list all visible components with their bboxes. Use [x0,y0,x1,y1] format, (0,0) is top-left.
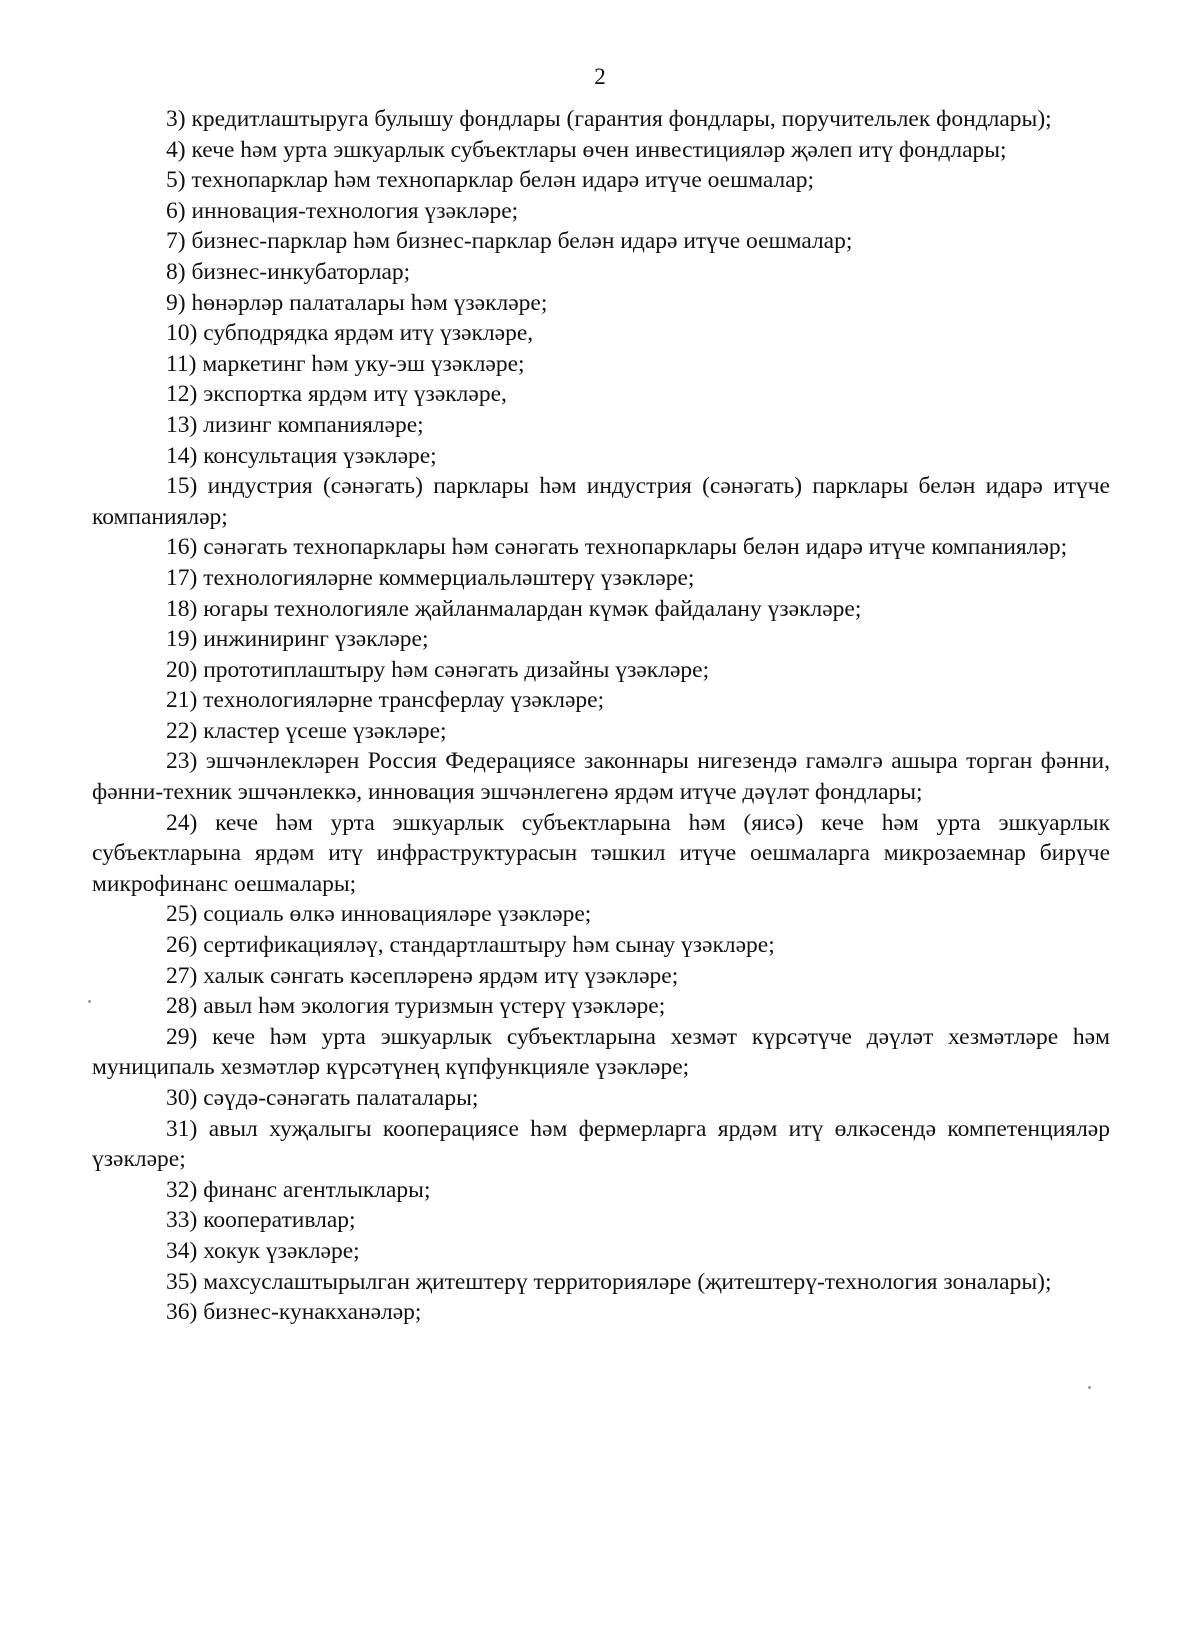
page-number: 2 [594,64,606,89]
list-item: 3) кредитлаштыруга булышу фондлары (гарантия фондлары, поручительлек фондлары); [166,106,1052,132]
list-item: 5) технопарклар һәм технопарклар белән идарә итүче оешмалар; [166,167,814,194]
list-item: 36) бизнес-кунакханәләр; [166,1299,422,1326]
list-item: 11) маркетинг һәм уку-эш үзәкләре; [166,350,525,377]
list-item: 17) технологияләрне коммерциальләштерү үзәкләре; [166,564,695,591]
list-item: 15) индустрия (сәнәгать) парклары һәм индустрия (сәнәгать) парклары белән идарә итүче компанияләр; [92,473,1110,530]
list-item: 14) консультация үзәкләре; [166,442,437,469]
document-body [92,104,1110,1328]
list-item: 19) инжиниринг үзәкләре; [166,626,429,653]
list-item: 30) сәүдә-сәнәгать палаталары; [166,1085,479,1111]
list-item: 28) авыл һәм экология туризмын үстерү үзәкләре; [166,993,666,1020]
list-item: 32) финанс агентлыклары; [166,1176,431,1203]
list-item: 22) кластер үсеше үзәкләре; [166,717,447,744]
list-item: 9) һөнәрләр палаталары һәм үзәкләре; [166,289,548,316]
list-item: 29) кече һәм урта эшкуарлык субъектларына хезмәт күрсәтүче дәүләт хезмәтләре һәм муниципаль хезмәтләр күрсәтүнең күпфункцияле үзәкләре; [92,1023,1110,1081]
list-item: 6) инновация-технология үзәкләре; [166,197,519,224]
list-item: 31) авыл хуҗалыгы кооперациясе һәм фермерларга ярдәм итү өлкәсендә компетенцияләр үзәкләре; [92,1115,1110,1173]
list-item: 7) бизнес-парклар һәм бизнес-парклар белән идарә итүче оешмалар; [166,228,853,255]
scan-speck [88,1000,91,1003]
list-item: 27) халык сәнгать кәсепләренә ярдәм итү үзәкләре; [166,962,679,989]
list-item: 25) социаль өлкә инновацияләре үзәкләре; [166,901,592,928]
list-item: 13) лизинг компанияләре; [166,411,424,438]
list-item: 34) хокук үзәкләре; [166,1237,360,1264]
list-item: 23) эшчәнлекләрен Россия Федерациясе законнары нигезендә гамәлгә ашыра торган фәнни, фәнни-техник эшчәнлеккә, инновация эшчәнлегенә ярдәм итүче дәүләт фондлары; [92,748,1110,806]
list-item: 20) прототиплаштыру һәм сәнәгать дизайны үзәкләре; [166,656,710,683]
list-item: 21) технологияләрне трансферлау үзәкләре; [166,687,605,714]
list-item: 33) кооперативлар; [166,1207,356,1234]
list-item: 12) экспортка ярдәм итү үзәкләре, [166,381,507,408]
list-item: 26) сертификацияләү, стандартлаштыру һәм сынау үзәкләре; [166,932,775,959]
list-item: 10) субподрядка ярдәм итү үзәкләре, [166,320,534,347]
scan-speck [1088,1386,1091,1389]
list-item: 16) сәнәгать технопарклары һәм сәнәгать технопарклары белән идарә итүче компанияләр; [166,534,1068,561]
list-item: 8) бизнес-инкубаторлар; [166,258,411,285]
list-item: 4) кече һәм урта эшкуарлык субъектлары өчен инвестицияләр җәлеп итү фондлары; [166,136,1007,163]
list-item: 18) югары технологияле җайланмалардан күмәк файдалану үзәкләре; [166,595,862,622]
list-item: 24) кече һәм урта эшкуарлык субъектларына һәм (яисә) кече һәм урта эшкуарлык субъектларына ярдәм итү инфраструктурасын тәшкил итүче оешмаларга микрозаемнар бирүче микрофинанс оешмалары; [92,809,1110,897]
list-item: 35) махсуслаштырылган җитештерү территорияләре (җитештерү-технология зоналары); [166,1268,1052,1295]
